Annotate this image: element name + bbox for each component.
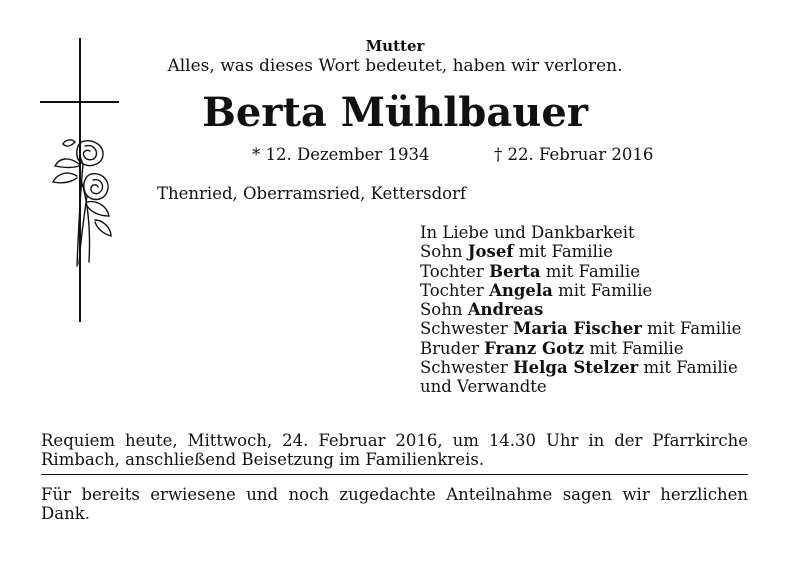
- deceased-name: Berta Mühlbauer: [202, 89, 588, 136]
- family-suffix: mit Familie: [641, 319, 742, 339]
- list-item: [420, 339, 741, 358]
- list-item: [420, 319, 741, 338]
- thanks-line-1: Für bereits erwiesene und noch zugedachte Anteilnahme sagen wir herzlichen: [41, 485, 748, 504]
- relative-name: Berta: [489, 261, 541, 281]
- list-item: [420, 358, 741, 377]
- list-item: [420, 262, 741, 281]
- list-item: [420, 300, 741, 319]
- birth-date: * 12. Dezember 1934: [252, 145, 430, 164]
- family-suffix: mit Familie: [540, 261, 640, 281]
- death-date: † 22. Februar 2016: [494, 145, 654, 164]
- relative-name: Josef: [467, 242, 514, 262]
- survivors-intro: In Liebe und Dankbarkeit: [420, 223, 635, 242]
- requiem-line-1: Requiem heute, Mittwoch, 24. Februar 2016, um 14.30 Uhr in der Pfarrkirche: [41, 431, 748, 450]
- family-suffix: mit Familie: [638, 358, 738, 378]
- roses-icon: [51, 136, 115, 270]
- relative-name: Angela: [489, 280, 553, 300]
- relative-name: Franz Gotz: [484, 338, 585, 358]
- relation-label: Tochter: [420, 261, 490, 281]
- relation-label: Sohn: [420, 242, 468, 262]
- survivors-closing: und Verwandte: [420, 377, 547, 397]
- family-suffix: mit Familie: [552, 280, 653, 300]
- divider: [41, 474, 748, 475]
- list-item: [420, 242, 741, 261]
- relative-name: Helga Stelzer: [513, 358, 639, 378]
- places-text: Thenried, Oberramsried, Kettersdorf: [157, 184, 467, 203]
- relation-label: Tochter: [420, 280, 490, 300]
- family-suffix: mit Familie: [584, 338, 684, 358]
- requiem-line-2: Rimbach, anschließend Beisetzung im Familienkreis.: [41, 450, 485, 470]
- motto-text: Alles, was dieses Wort bedeutet, haben wir verloren.: [167, 56, 623, 76]
- relation-label: Bruder: [420, 338, 485, 358]
- relation-label: Sohn: [420, 300, 468, 320]
- relation-heading: Mutter: [365, 37, 425, 55]
- relation-label: Schwester: [420, 358, 514, 378]
- thanks-line-2: Dank.: [41, 504, 90, 524]
- list-item: [420, 281, 741, 300]
- relation-label: Schwester: [420, 319, 514, 339]
- thanks-paragraph: [41, 485, 748, 524]
- relative-name: Maria Fischer: [513, 319, 642, 339]
- relative-name: Andreas: [467, 300, 544, 320]
- family-suffix: mit Familie: [513, 242, 613, 262]
- requiem-paragraph: [41, 431, 748, 470]
- survivors-list: [420, 223, 741, 397]
